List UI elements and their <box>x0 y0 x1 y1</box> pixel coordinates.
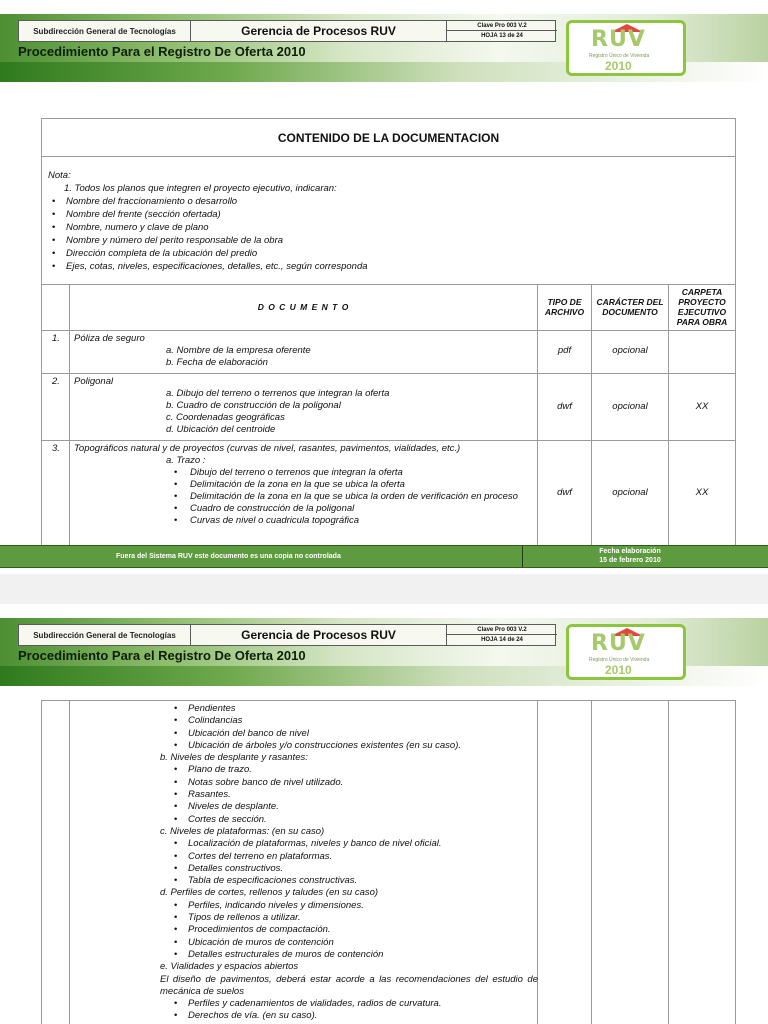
header-clave-box <box>447 625 557 645</box>
list-item: a. Dibujo del terreno o terrenos que integran la oferta <box>166 388 390 399</box>
header-table <box>18 624 556 646</box>
list-item: • Cortes del terreno en plataformas. <box>72 851 538 863</box>
list-item: a. Nombre de la empresa oferente <box>166 345 311 356</box>
ruv-logo <box>566 624 686 680</box>
table-row <box>74 333 534 369</box>
list-item: • Dibujo del terreno o terrenos que integran la oferta <box>74 467 534 479</box>
cell-tipo: dwf <box>557 487 572 498</box>
list-item: • Procedimientos de compactación. <box>72 924 538 936</box>
continued-row-content <box>72 703 538 1023</box>
logo-year: 2010 <box>605 59 632 73</box>
cell-caracter: opcional <box>612 401 648 412</box>
page-title: Procedimiento Para el Registro De Oferta 2010 <box>18 44 306 59</box>
list-item: • Cortes de sección. <box>72 814 538 826</box>
list-item: • Detalles constructivos. <box>72 863 538 875</box>
row-title: Póliza de seguro <box>74 333 145 344</box>
list-item: • Detalles estructurales de muros de contención <box>72 949 538 961</box>
documentation-table-continued <box>41 700 736 1024</box>
header-gerencia: Gerencia de Procesos RUV <box>191 625 447 645</box>
list-item: • Perfiles, indicando niveles y dimensiones. <box>72 900 538 912</box>
list-item: • Notas sobre banco de nivel utilizado. <box>72 777 538 789</box>
header-hoja: HOJA 13 de 24 <box>481 33 523 39</box>
nota-item: 1. Todos los planos que integren el proyecto ejecutivo, indicaran: <box>64 183 337 194</box>
list-item: • Nombre y número del perito responsable de la obra <box>48 234 368 247</box>
table-title: CONTENIDO DE LA DOCUMENTACION <box>42 119 735 157</box>
cell-tipo: dwf <box>557 401 572 412</box>
list-item: • Localización de plataformas, niveles y banco de nivel oficial. <box>72 838 538 850</box>
row-number: 3. <box>52 443 60 454</box>
list-item: b. Fecha de elaboración <box>166 357 268 368</box>
logo-text: RUV <box>591 27 646 52</box>
list-item: • Perfiles y cadenamientos de vialidades, radios de curvatura. <box>72 998 538 1010</box>
header-subdireccion: Subdirección General de Tecnologías <box>19 625 191 645</box>
list-item: • Tipos de rellenos a utilizar. <box>72 912 538 924</box>
cell-caracter: opcional <box>612 345 648 356</box>
list-item: • Delimitación de la zona en la que se ubica la oferta <box>74 479 534 491</box>
list-item: • Rasantes. <box>72 789 538 801</box>
list-item: • Pendientes <box>72 703 538 715</box>
documentation-table <box>41 118 736 545</box>
cell-carpeta: XX <box>695 401 709 412</box>
list-item: • Colindancias <box>72 715 538 727</box>
nota-list <box>48 195 368 273</box>
page-title: Procedimiento Para el Registro De Oferta 2010 <box>18 648 306 663</box>
list-item: b. Cuadro de construcción de la poligonal <box>166 400 341 411</box>
footer-notice: Fuera del Sistema RUV este documento es una copia no controlada <box>116 553 341 560</box>
list-item: • Ubicación de muros de contención <box>72 937 538 949</box>
list-item: • Curvas de nivel o cuadricula topográfica <box>74 515 534 527</box>
header-clave: Clave Pro 003 V.2 <box>447 21 557 31</box>
list-item: • Delimitación de la zona en la que se ubica la orden de verificación en proceso <box>74 491 534 503</box>
logo-text: RUV <box>591 631 646 656</box>
header-hoja: HOJA 14 de 24 <box>481 637 523 643</box>
list-item: • Tabla de especificaciones constructivas. <box>72 875 538 887</box>
sub-heading: El diseño de pavimentos, deberá estar acorde a las recomendaciones del estudio de mecánica de suelos <box>160 973 538 997</box>
cell-tipo: pdf <box>557 345 572 356</box>
header-subdireccion: Subdirección General de Tecnologías <box>19 21 191 41</box>
page-header <box>0 0 768 90</box>
list-item: • Dirección completa de la ubicación del predio <box>48 247 368 260</box>
list-item: • Derechos de vía. (en su caso). <box>72 1010 538 1022</box>
row-title: Poligonal <box>74 376 114 387</box>
list-item: • Nombre del fraccionamiento o desarrollo <box>48 195 368 208</box>
header-clave-box <box>447 21 557 41</box>
footer-date: 15 de febrero 2010 <box>599 557 661 564</box>
row-number: 1. <box>52 333 60 344</box>
list-item: • Ejes, cotas, niveles, especificaciones, detalles, etc., según corresponda <box>48 260 368 273</box>
column-header-tipo: TIPO DE ARCHIVO <box>544 297 585 317</box>
header-table <box>18 20 556 42</box>
list-item: • Nombre del frente (sección ofertada) <box>48 208 368 221</box>
nota-block <box>48 169 368 273</box>
header-clave: Clave Pro 003 V.2 <box>447 625 557 635</box>
sub-heading: e. Vialidades y espacios abiertos <box>160 961 299 973</box>
header-gerencia: Gerencia de Procesos RUV <box>191 21 447 41</box>
list-item: • Ubicación del banco de nivel <box>72 728 538 740</box>
column-header-carpeta: CARPETA PROYECTO EJECUTIVO PARA OBRA <box>676 287 728 327</box>
list-item: a. Trazo : <box>166 455 206 466</box>
list-item: • Niveles de desplante. <box>72 801 538 813</box>
list-item: • Ubicación de árboles y/o construcciones existentes (en su caso). <box>72 740 538 752</box>
footer-date-block <box>524 547 768 565</box>
sub-heading: c. Niveles de plataformas: (en su caso) <box>160 825 325 837</box>
logo-subtitle: Registro Único de Vivienda <box>589 53 650 59</box>
column-header-documento: D O C U M E N T O <box>257 302 350 312</box>
page-header <box>0 604 768 694</box>
nota-label: Nota: <box>48 170 71 181</box>
page-footer <box>0 545 768 568</box>
row-title: Topográficos natural y de proyectos (curvas de nivel, rasantes, pavimentos, vialidades, etc.) <box>74 443 461 454</box>
column-header-caracter: CARÁCTER DEL DOCUMENTO <box>596 297 664 317</box>
list-item: • Cuadro de construcción de la poligonal <box>74 503 534 515</box>
list-item: c. Coordenadas geográficas <box>166 412 285 423</box>
list-item: • Nombre, numero y clave de plano <box>48 221 368 234</box>
table-row <box>74 443 534 527</box>
row-number: 2. <box>52 376 60 387</box>
document-page-14 <box>0 604 768 1024</box>
logo-subtitle: Registro Único de Vivienda <box>589 657 650 663</box>
table-row <box>74 376 534 436</box>
ruv-logo <box>566 20 686 76</box>
sub-heading: d. Perfiles de cortes, rellenos y taludes (en su caso) <box>160 887 379 899</box>
list-item: d. Ubicación del centroide <box>166 424 276 435</box>
list-item: • Plano de trazo. <box>72 764 538 776</box>
cell-carpeta: XX <box>695 487 709 498</box>
page-gap <box>0 574 768 604</box>
footer-date-label: Fecha elaboración <box>599 548 661 555</box>
logo-year: 2010 <box>605 663 632 677</box>
cell-caracter: opcional <box>612 487 648 498</box>
sub-heading: b. Niveles de desplante y rasantes: <box>160 752 308 764</box>
